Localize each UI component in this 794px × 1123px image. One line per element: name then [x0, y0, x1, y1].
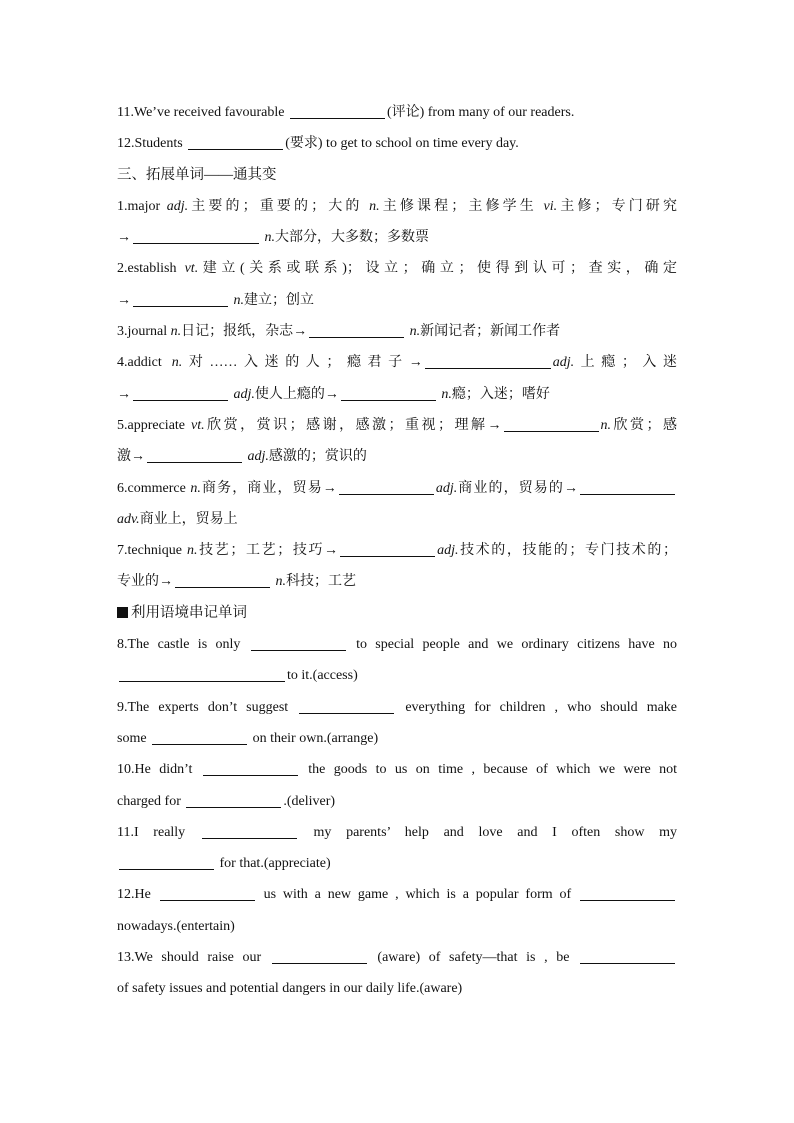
exercise-text: the goods to us on time , because of which we were not [308, 762, 677, 778]
context-9-line-2 [117, 723, 677, 754]
definition: 感激的；赏识的 [268, 449, 367, 465]
answer-blank[interactable] [186, 792, 281, 808]
exercise-text: on their own.(arrange) [252, 730, 379, 746]
exercise-12 [117, 128, 677, 159]
definition: 激→ [117, 449, 145, 465]
pos-label: n. [170, 324, 182, 340]
pos-label: adj. [247, 449, 269, 465]
answer-blank[interactable] [299, 698, 394, 714]
section-heading-text: 利用语境串记单词 [131, 604, 247, 621]
exercise-text: some [117, 730, 147, 746]
answer-blank[interactable] [160, 885, 255, 901]
word-2-line-2 [117, 285, 677, 316]
word-1-line-1 [117, 191, 677, 222]
exercise-11 [117, 97, 677, 128]
square-bullet-icon [117, 607, 128, 618]
context-9-line-1 [117, 692, 677, 723]
definition: 商业的，贸易的→ [457, 480, 579, 496]
exercise-text: 12.Students [117, 136, 183, 152]
section-title: 三、拓展单词——通其变 [117, 166, 277, 183]
exercise-text: (aware) of safety—that is , be [377, 950, 570, 966]
answer-blank[interactable] [188, 134, 283, 150]
context-10-line-1 [117, 754, 677, 785]
answer-blank[interactable] [504, 416, 599, 432]
exercise-text: 12.He [117, 887, 151, 903]
answer-blank[interactable] [119, 666, 285, 682]
exercise-text: .(deliver) [283, 793, 336, 809]
pos-label: vi. [543, 198, 558, 214]
word-1-line-2 [117, 222, 677, 253]
definition: 主要的；重要的；大的 [188, 198, 370, 214]
exercise-text: nowadays.(entertain) [117, 918, 235, 934]
definition: 瘾；入迷；嗜好 [451, 386, 550, 402]
definition: 新闻记者；新闻工作者 [420, 324, 561, 340]
exercise-text: (要求) to get to school on time every day. [285, 136, 519, 152]
definition: 使人上瘾的→ [254, 386, 339, 402]
answer-blank[interactable] [203, 760, 298, 776]
definition: 上瘾；入迷 [574, 355, 677, 371]
word-text: 2.establish [117, 261, 185, 277]
definition: 技术的，技能的；专门技术的； [458, 543, 677, 559]
worksheet-content [117, 97, 677, 1005]
answer-blank[interactable] [202, 823, 297, 839]
answer-blank[interactable] [580, 479, 675, 495]
pos-label: n. [187, 543, 198, 559]
exercise-text: (评论) from many of our readers. [386, 105, 575, 120]
answer-blank[interactable] [251, 635, 346, 651]
definition: 主修课程；主修学生 [379, 198, 544, 214]
definition: 日记；报纸，杂志→ [181, 324, 308, 340]
answer-blank[interactable] [133, 291, 228, 307]
word-6-line-2 [117, 504, 677, 535]
answer-blank[interactable] [152, 729, 247, 745]
word-7-line-2 [117, 566, 677, 597]
exercise-text: to special people and we ordinary citizens have no [356, 637, 677, 653]
context-13-line-1 [117, 942, 677, 973]
word-5-line-2 [117, 441, 677, 472]
context-11-line-2 [117, 848, 677, 879]
answer-blank[interactable] [272, 948, 367, 964]
answer-blank[interactable] [580, 885, 675, 901]
pos-label: vt. [191, 417, 205, 433]
exercise-text: to it.(access) [287, 668, 358, 684]
exercise-text: of safety issues and potential dangers in our daily life.(aware) [117, 981, 463, 997]
definition: 专业的→ [117, 574, 173, 590]
context-12-line-2 [117, 911, 677, 942]
answer-blank[interactable] [175, 572, 270, 588]
exercise-text: for that.(appreciate) [219, 856, 331, 872]
pos-label: n. [275, 574, 286, 590]
pos-label: adj. [233, 386, 255, 402]
word-7-line-1 [117, 535, 677, 566]
arrow: → [117, 386, 131, 402]
definition: 建立(关系或联系)；设立；确立；使得到认可；查实，确定 [198, 261, 677, 277]
pos-label: n. [441, 386, 452, 402]
context-10-line-2 [117, 786, 677, 817]
pos-label: adj. [435, 480, 458, 496]
answer-blank[interactable] [119, 854, 214, 870]
word-3 [117, 316, 677, 347]
exercise-text: 8.The castle is only [117, 637, 241, 653]
word-text: 4.addict [117, 355, 172, 371]
context-11-line-1 [117, 817, 677, 848]
definition: 对……入迷的人；瘾君子→ [182, 355, 423, 371]
answer-blank[interactable] [425, 353, 551, 369]
pos-label: n. [190, 480, 201, 496]
definition: 欣赏，赏识；感谢，感激；重视；理解→ [204, 417, 502, 433]
definition: 主修；专门研究 [557, 198, 677, 214]
exercise-text: 10.He didn’t [117, 762, 193, 778]
definition: 大部分，大多数；多数票 [275, 230, 429, 246]
word-text: 3.journal [117, 324, 171, 340]
exercise-text: us with a new game , which is a popular form of [263, 887, 572, 903]
pos-label: adj. [166, 198, 189, 214]
word-4-line-1 [117, 347, 677, 378]
pos-label: vt. [184, 261, 199, 277]
pos-label: n. [233, 292, 244, 308]
answer-blank[interactable] [340, 541, 435, 557]
arrow: → [117, 230, 131, 246]
answer-blank[interactable] [580, 948, 675, 964]
definition: 科技；工艺 [286, 574, 356, 590]
context-12-line-1 [117, 879, 677, 910]
word-4-line-2 [117, 379, 677, 410]
word-text: 1.major [117, 198, 167, 214]
word-text: 6.commerce [117, 480, 191, 496]
definition: 建立；创立 [244, 292, 314, 308]
exercise-text: 13.We should raise our [117, 950, 262, 966]
answer-blank[interactable] [133, 228, 259, 244]
arrow: → [117, 292, 131, 308]
context-8-line-2 [117, 660, 677, 691]
pos-label: adv. [117, 511, 140, 527]
pos-label: adj. [437, 543, 459, 559]
context-8-line-1 [117, 629, 677, 660]
context-section-title [117, 598, 677, 629]
answer-blank[interactable] [341, 385, 436, 401]
exercise-text: charged for [117, 793, 181, 809]
answer-blank[interactable] [339, 479, 434, 495]
word-5-line-1 [117, 410, 677, 441]
word-text: 5.appreciate [117, 417, 192, 433]
context-13-line-2 [117, 973, 677, 1004]
word-text: 7.technique [117, 543, 188, 559]
word-2-line-1 [117, 253, 677, 284]
definition: 商业上，贸易上 [139, 511, 238, 527]
pos-label: n. [369, 198, 380, 214]
answer-blank[interactable] [309, 322, 404, 338]
pos-label: n. [171, 355, 183, 371]
pos-label: n. [264, 230, 275, 246]
answer-blank[interactable] [147, 447, 242, 463]
pos-label: adj. [552, 355, 575, 371]
definition: 技艺；工艺；技巧→ [197, 543, 339, 559]
definition: 商务，商业，贸易→ [200, 480, 337, 496]
pos-label: n. [600, 417, 612, 433]
exercise-text: 11.I really [117, 824, 186, 840]
answer-blank[interactable] [290, 103, 385, 119]
definition: 欣赏；感 [611, 417, 677, 433]
exercise-text: my parents’ help and love and I often show my [313, 824, 677, 840]
exercise-text: everything for children , who should make [405, 699, 677, 715]
word-6-line-1 [117, 473, 677, 504]
exercise-text: 11.We’ve received favourable [117, 105, 285, 120]
answer-blank[interactable] [133, 385, 228, 401]
exercise-text: 9.The experts don’t suggest [117, 699, 289, 715]
pos-label: n. [409, 324, 421, 340]
